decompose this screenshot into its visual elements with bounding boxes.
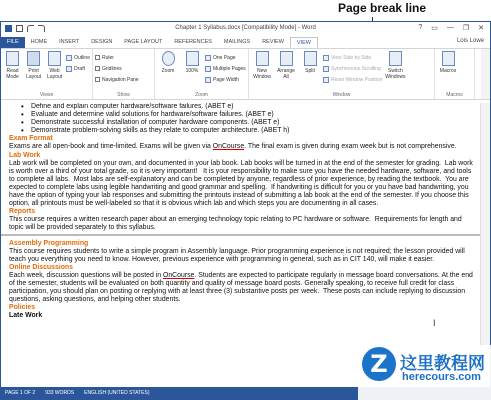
- arrange-all-button[interactable]: Arrange All: [275, 51, 297, 90]
- minimize-icon[interactable]: —: [446, 24, 454, 31]
- watermark-logo-icon: Z: [362, 347, 396, 381]
- checkbox-icon: [95, 55, 100, 60]
- ribbon-tabs: [1, 36, 490, 48]
- group-macros: [435, 49, 475, 99]
- synchronous-scrolling-button[interactable]: Synchronous Scrolling: [323, 64, 382, 73]
- callout-label: Page break line: [338, 1, 427, 15]
- group-zoom: [155, 49, 249, 99]
- split-icon: [304, 51, 317, 66]
- heading-online-discussions: Online Discussions: [9, 263, 73, 271]
- tab-file[interactable]: FILE: [1, 37, 25, 48]
- list-item: • Demonstrate problem-solving skills as they relate to computer architecture. (ABET h): [31, 127, 478, 135]
- tab-design[interactable]: DESIGN: [91, 39, 113, 45]
- oncourse-text: OnCourse: [162, 271, 195, 279]
- paragraph-lab: Lab work will be completed on your own, and documented in your lab book. Lab books will be turned in at the end of the semester for grading. Lab work is worth over a third of your total grade, so it is very important! It is your responsibility to make sure you have the needed hardware, software, and tools to complete all labs. Most labs are self-explanatory and can be completed by anyone, regardless of prior experience, by reading the textbook. You are expected to complete labs using legible handwriting and good grammar and spelling. If handwriting is difficult for you or you have bad handwriting, you have the option of typing your lab responses and submitting the printouts instead of submitting a lab book at the end of the semester. If you choose this option, all printouts must be well-labeled so that it is obvious which lab and which steps you are documenting in all cases.: [9, 159, 475, 208]
- ribbon: [1, 48, 490, 100]
- ibeam-cursor-icon: I: [433, 318, 436, 328]
- paragraph-online: Each week, discussion questions will be posted in OnCourse. Students are expected to participate regularly in message board conversations. At the end of the semester, students will be evaluated on both quantity and quality of message board posts. Generally speaking, to receive full credit for class participation, you should plan on posting or replying with at least three (3) substantive posts per week. These posts can include replying to discussion questions, asking questions, and helping other students.: [9, 271, 475, 304]
- title-bar: [1, 22, 490, 36]
- list-item: • Demonstrate successful installation of computer hardware components. (ABET e): [31, 119, 478, 127]
- new-window-button[interactable]: New Window: [251, 51, 273, 90]
- help-icon[interactable]: ?: [418, 24, 423, 31]
- side-by-side-icon: [323, 55, 329, 61]
- restore-icon[interactable]: ❐: [462, 25, 470, 32]
- group-window: [249, 49, 435, 99]
- reset-position-icon: [323, 77, 329, 83]
- window-title: Chapter 1 Syllabus.docx [Compatibility Mode] - Word: [175, 25, 316, 31]
- group-views: [1, 49, 93, 99]
- draft-button[interactable]: Draft: [66, 64, 90, 73]
- group-label-views: Views: [39, 92, 54, 98]
- tab-mailings[interactable]: MAILINGS: [223, 39, 251, 45]
- new-window-icon: [256, 51, 269, 66]
- web-layout-button[interactable]: Web Layout: [45, 51, 64, 90]
- word-count[interactable]: 933 WORDS: [45, 390, 75, 396]
- zoom-page-options: [205, 51, 246, 90]
- sync-scroll-icon: [323, 66, 329, 72]
- read-mode-icon: [6, 51, 19, 66]
- gridlines-checkbox[interactable]: Gridlines: [95, 64, 139, 73]
- oncourse-text: OnCourse: [212, 143, 245, 151]
- split-button[interactable]: Split: [299, 51, 321, 90]
- ruler-checkbox[interactable]: Ruler: [95, 53, 139, 62]
- zoom-100-icon: [186, 51, 199, 66]
- watermark-cn-text: 这里教程网: [400, 354, 485, 374]
- multiple-pages-icon: [205, 66, 211, 72]
- group-label-show: Show: [117, 92, 130, 98]
- zoom-button[interactable]: Zoom: [157, 51, 179, 90]
- tab-references[interactable]: REFERENCES: [174, 39, 212, 45]
- list-item: • Define and explain computer hardware/software failures. (ABET e): [31, 103, 478, 111]
- group-label-window: Window: [332, 92, 351, 98]
- outline-button[interactable]: Outline: [66, 53, 90, 62]
- page-width-icon: [205, 77, 211, 83]
- page-break-line: [1, 234, 486, 239]
- heading-exam-format: Exam Format: [9, 135, 53, 143]
- view-side-by-side-button[interactable]: View Side by Side: [323, 53, 382, 62]
- watermark: [358, 345, 491, 400]
- heading-late-work: Late Work: [9, 312, 43, 320]
- read-mode-button[interactable]: Read Mode: [3, 51, 22, 90]
- checkbox-icon: [95, 77, 100, 82]
- page-width-button[interactable]: Page Width: [205, 75, 246, 84]
- ribbon-collapse-area: [481, 49, 490, 99]
- heading-assembly: Assembly Programming: [9, 239, 89, 247]
- tab-home[interactable]: HOME: [30, 39, 48, 45]
- switch-windows-button[interactable]: Switch Windows: [384, 51, 406, 90]
- paragraph-assembly: This course requires students to write a simple program in Assembly language. Prior programming experience is not required; the lesson provided will teach you everything you need to know. However, previous experience with programming in general, such as in CIT 140, will make it easier.: [9, 247, 467, 263]
- checkbox-icon: [95, 66, 100, 71]
- tab-insert[interactable]: INSERT: [59, 39, 80, 45]
- watermark-url: herecours.com: [402, 371, 481, 383]
- heading-lab-work: Lab Work: [9, 151, 41, 159]
- zoom-100-button[interactable]: 100%: [181, 51, 203, 90]
- magnifier-icon: [162, 51, 175, 66]
- one-page-button[interactable]: One Page: [205, 53, 246, 62]
- navigation-pane-checkbox[interactable]: Navigation Pane: [95, 75, 139, 84]
- arrange-all-icon: [280, 51, 293, 66]
- web-layout-icon: [48, 51, 61, 66]
- close-icon[interactable]: ✕: [478, 25, 484, 32]
- window-small-buttons: [323, 51, 382, 90]
- macros-icon: [442, 51, 455, 66]
- macros-button[interactable]: Macros: [437, 51, 459, 90]
- reset-window-position-button[interactable]: Reset Window Position: [323, 75, 382, 84]
- heading-policies: Policies: [9, 304, 36, 312]
- group-label-zoom: Zoom: [195, 92, 208, 98]
- draft-icon: [66, 66, 72, 72]
- page-count[interactable]: PAGE 1 OF 2: [5, 390, 36, 396]
- paragraph-reports: This course requires a written research paper about an emerging technology topic relating to PC hardware or software. Requirements for length and topic will be provided separately to this syllabus.: [9, 216, 464, 232]
- views-small-buttons: [66, 51, 90, 90]
- list-item: • Evaluate and determine valid solutions for hardware/software failures. (ABET e): [31, 111, 478, 119]
- window-controls: [418, 24, 484, 32]
- language-indicator[interactable]: ENGLISH (UNITED STATES): [84, 390, 150, 396]
- group-show: [93, 49, 155, 99]
- print-layout-button[interactable]: Print Layout: [24, 51, 43, 90]
- tab-review[interactable]: REVIEW: [262, 39, 284, 45]
- outline-icon: [66, 55, 72, 61]
- paragraph-exam: Exams are all open-book and time-limited. Exams will be given via OnCourse. The final exam is given during exam week but is not comprehensive.: [9, 143, 457, 151]
- switch-windows-icon: [389, 51, 402, 66]
- user-name[interactable]: Lois Lowe: [456, 38, 484, 44]
- tab-page-layout[interactable]: PAGE LAYOUT: [124, 39, 163, 45]
- print-layout-icon: [27, 51, 40, 66]
- objectives-list: [9, 103, 478, 135]
- heading-reports: Reports: [9, 208, 36, 216]
- one-page-icon: [205, 55, 211, 61]
- ribbon-display-icon[interactable]: ▭: [431, 25, 438, 32]
- show-options: [95, 51, 139, 90]
- group-label-macros: Macros: [446, 92, 463, 98]
- word-window: [0, 21, 491, 400]
- tab-view[interactable]: VIEW: [290, 37, 318, 48]
- multiple-pages-button[interactable]: Multiple Pages: [205, 64, 246, 73]
